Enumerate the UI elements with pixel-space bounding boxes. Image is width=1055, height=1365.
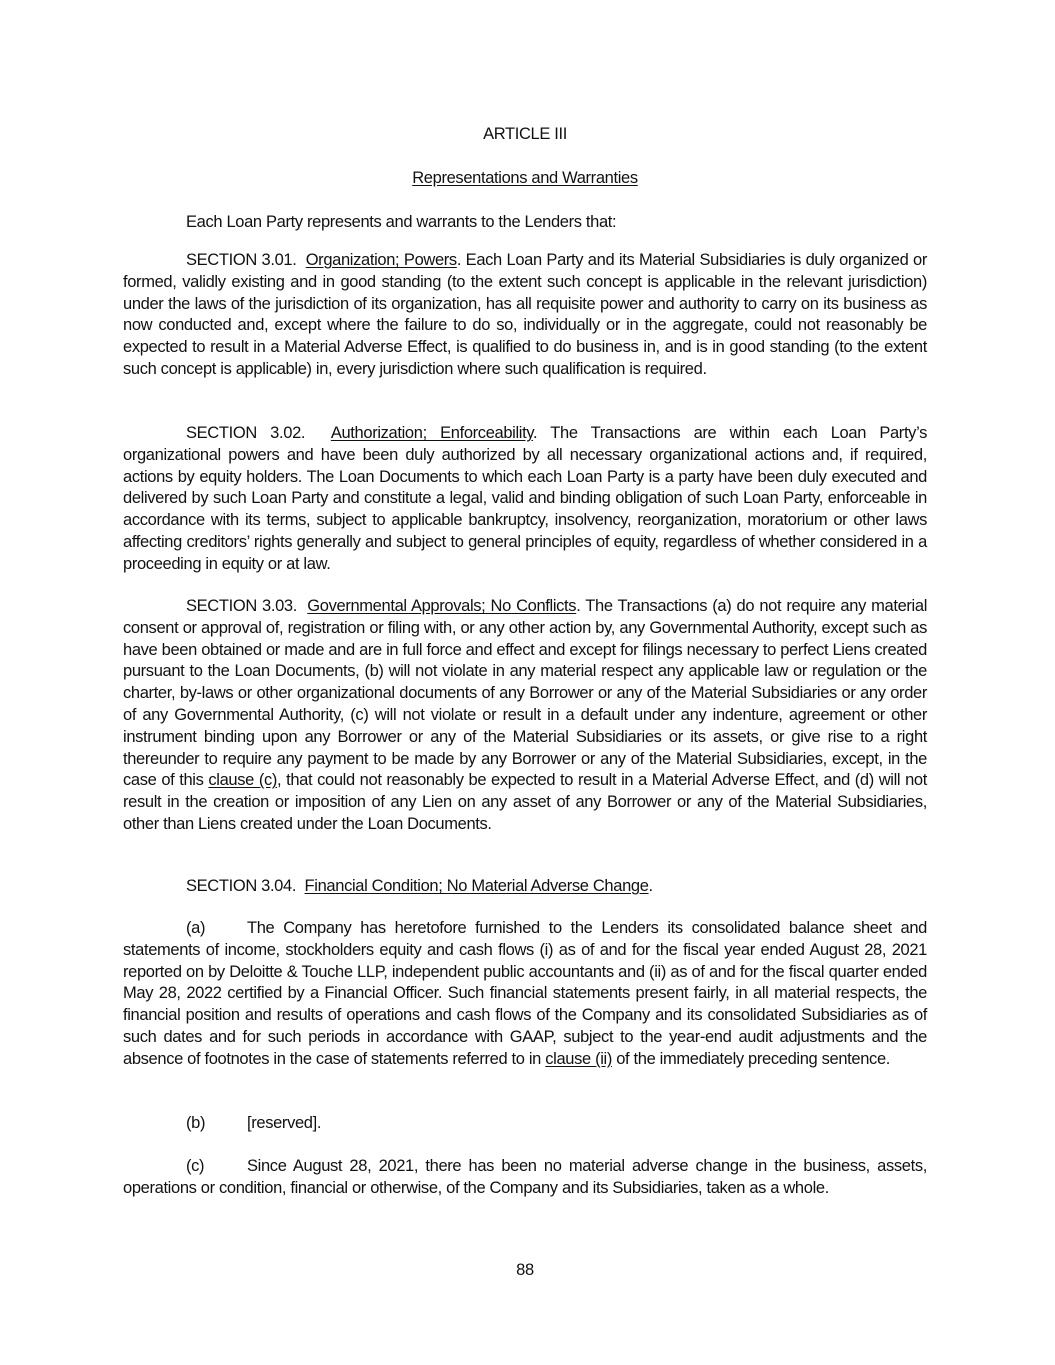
section-heading: Organization; Powers <box>305 251 457 269</box>
subsection-body: Since August 28, 2021, there has been no material adverse change in the business, assets, operations or condition, financial or otherwise, of the Company and its Subsidiaries, taken as a whole. <box>123 1157 927 1197</box>
subsection-a <box>123 918 927 1071</box>
section-body: . The Transactions are within each Loan Party’s organizational powers and have been duly authorized by all necessary organizational actions and, if required, actions by equity holders. The Loan Documents to which each Loan Party is a party have been duly executed and delivered by such Loan Party and constitute a legal, valid and binding obligation of such Loan Party, enforceable in accordance with its terms, subject to applicable bankruptcy, insolvency, reorganization, moratorium or other laws affecting creditors’ rights generally and subject to general principles of equity, regardless of whether considered in a proceeding in equity or at law. <box>123 424 928 573</box>
subsection-label: (c) <box>186 1157 205 1175</box>
subsection-b <box>123 1113 927 1135</box>
section-body: . <box>648 877 653 895</box>
clause-reference: clause (c) <box>208 771 278 790</box>
section-number: SECTION 3.01. <box>186 251 297 269</box>
subsection-label: (a) <box>186 919 206 937</box>
subsection-c <box>123 1156 927 1200</box>
section-number: SECTION 3.03. <box>186 597 297 615</box>
article-title: ARTICLE III <box>483 125 567 143</box>
section-heading: Governmental Approvals; No Conflicts <box>307 597 577 615</box>
article-subtitle <box>123 168 927 190</box>
intro-paragraph: Each Loan Party represents and warrants to the Lenders that: <box>186 213 617 231</box>
section-3-01 <box>123 250 927 381</box>
section-heading: Authorization; Enforceability <box>330 424 534 442</box>
section-3-02 <box>123 423 927 576</box>
section-number: SECTION 3.04. <box>186 877 297 895</box>
section-3-03 <box>123 596 927 836</box>
section-body: . Each Loan Party and its Material Subsidiaries is duly organized or formed, validly existing and in good standing (to the extent such concept is applicable in the relevant jurisdiction) under the laws of the jurisdiction of its organization, has all requisite power and authority to carry on its business as now conducted and, except where the failure to do so, individually or in the aggregate, could not reasonably be expected to result in a Material Adverse Effect, is qualified to do business in, and is in good standing (to the extent such concept is applicable) in, every jurisdiction where such qualification is required. <box>123 251 927 378</box>
clause-reference: clause (ii) <box>545 1049 612 1068</box>
article-subtitle-text: Representations and Warranties <box>412 169 638 187</box>
subsection-body: The Company has heretofore furnished to the Lenders its consolidated balance sheet and statements of income, stockholders equity and cash flows (i) as of and for the fiscal year ended August 28, 2021 reported on by Deloitte & Touche LLP, independent public accountants and (ii) as of and for the fiscal quarter ended May 28, 2022 certified by a Financial Officer. Such financial statements present fairly, in all material respects, the financial position and results of operations and cash flows of the Company and its consolidated Subsidiaries as of such dates and for such periods in accordance with GAAP, subject to the year-end audit adjustments and the absence of footnotes in the case of statements referred to in <box>123 919 927 1068</box>
section-number: SECTION 3.02. <box>186 424 306 442</box>
subsection-body: of the immediately preceding sentence. <box>612 1049 891 1068</box>
section-3-04 <box>123 876 927 898</box>
section-body: , that could not reasonably be expected to result in a Material Adverse Effect, and (d) will not result in the creation or imposition of any Lien on any asset of any Borrower or any of the Material Subsidiaries, other than Liens created under the Loan Documents. <box>123 771 927 833</box>
page-number: 88 <box>516 1261 534 1279</box>
section-heading: Financial Condition; No Material Adverse Change <box>304 877 649 895</box>
subsection-body: [reserved]. <box>247 1114 322 1132</box>
section-body: . The Transactions (a) do not require any material consent or approval of, registration or filing with, or any other action by, any Governmental Authority, except such as have been obtained or made and are in full force and effect and except for filings necessary to perfect Liens created pursuant to the Loan Documents, (b) will not violate in any material respect any applicable law or regulation or the charter, by-laws or other organizational documents of any Borrower or any of the Material Subsidiaries or any order of any Governmental Authority, (c) will not violate or result in a default under any indenture, agreement or other instrument binding upon any Borrower or any of the Material Subsidiaries or its assets, or give rise to a right thereunder to require any payment to be made by any Borrower or any of the Material Subsidiaries, except, in the case of this <box>123 597 928 790</box>
subsection-label: (b) <box>186 1114 206 1132</box>
